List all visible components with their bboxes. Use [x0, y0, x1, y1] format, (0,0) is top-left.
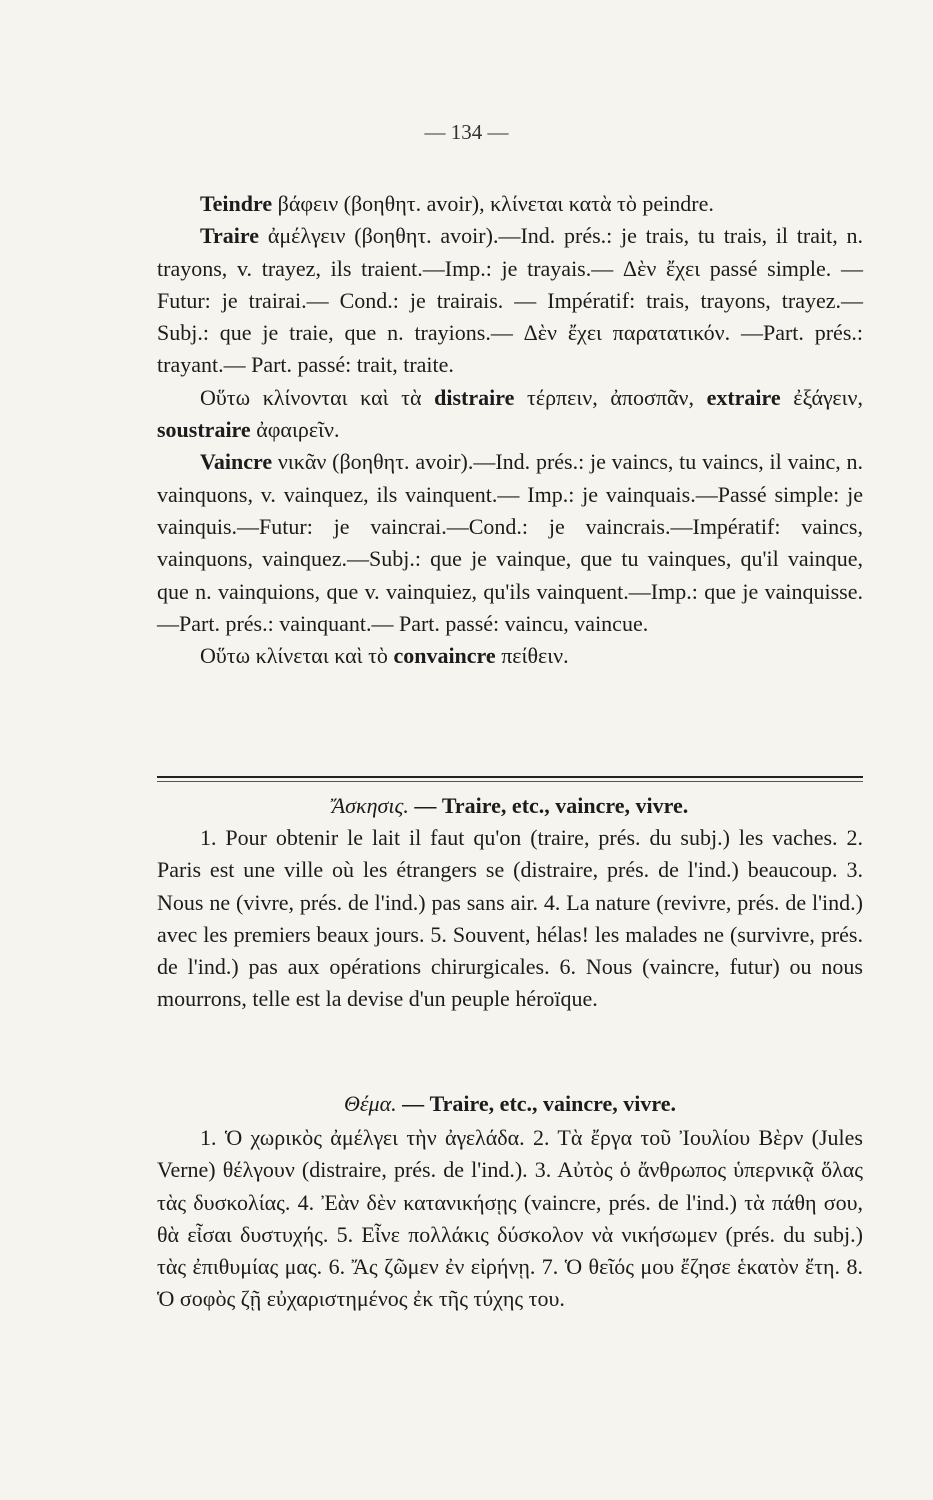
verb-convaincre: convaincre — [393, 643, 496, 669]
exercise-heading-greek: Ἄσκησις. — [331, 793, 409, 818]
theme-text: 1. Ὁ χωρικὸς ἀμέλγει τὴν ἀγελάδα. 2. Τὰ ἔργα τοῦ Ἰουλίου Βὲρν (Jules Verne) θέλγουν (distraire, prés. de l'ind.). 3. Αὐτὸς ὁ ἄνθρωπος ὑπερνικᾷ ὅλας τὰς δυσκολίας. 4. Ἐὰν δὲν κατανικήσῃς (vaincre, prés. de l'ind.) τὰ πάθη σου, θὰ εἶσαι δυστυχής. 5. Εἶνε πολλάκις δύσκολον νὰ νικήσωμεν (prés. du subj.) τὰς ἐπιθυμίας μας. 6. Ἄς ζῶμεν ἐν εἰρήνῃ. 7. Ὁ θεῖός μου ἔζησε ἑκατὸν ἔτη. 8. Ὁ σοφὸς ζῇ εὐχαριστημένος ἐκ τῆς τύχης του. — [157, 1125, 863, 1312]
traire-text: ἀμέλγειν (βοηθητ. avoir).—Ind. prés.: je trais, tu trais, il trait, n. trayons, v. trayez, ils traient.—Imp.: je trayais.— Δὲν ἔχει passé simple. — Futur: je trairai.— Cond.: je trairais. — Impératif: trais, trayons, trayez.— Subj.: que je traie, que n. trayions.— Δὲν ἔχει παρατατικόν. —Part. prés.: trayant.— Part. passé: trait, traite. — [157, 223, 863, 378]
section-divider-thin — [157, 781, 863, 782]
gloss-extraire: ἐξάγειν, — [780, 384, 863, 410]
verb-extraire: extraire — [706, 384, 781, 410]
exercise-heading-title: — Traire, etc., vaincre, vivre. — [408, 793, 689, 818]
traire-note — [157, 382, 863, 447]
theme-heading — [157, 1088, 863, 1120]
verb-teindre: Teindre — [200, 191, 273, 216]
exercise-text: 1. Pour obtenir le lait il faut qu'on (traire, prés. du subj.) les vaches. 2. Paris est une ville où les étrangers se (distraire, prés. de l'ind.) beaucoup. 3. Nous ne (vivre, prés. de l'ind.) pas sans air. 4. La nature (revivre, prés. de l'ind.) avec les premiers beaux jours. 5. Souvent, hélas! les malades ne (survivre, prés. de l'ind.) pas aux opérations chirurgicales. 6. Nous (vaincre, futur) ou nous mourrons, telle est la devise d'un peuple héroïque. — [157, 825, 863, 1012]
section-divider — [157, 776, 863, 778]
theme-heading-title: — Traire, etc., vaincre, vivre. — [396, 1091, 677, 1116]
teindre-paragraph — [157, 188, 863, 220]
vaincre-paragraph — [157, 446, 863, 640]
verb-traire: Traire — [200, 223, 260, 249]
gloss-convaincre: πείθειν. — [495, 643, 569, 669]
theme-section — [157, 1122, 863, 1316]
exercise-heading — [157, 790, 863, 822]
exercise-section — [157, 822, 863, 1016]
grammar-section — [157, 188, 863, 672]
gloss-distraire: τέρπειν, ἀποσπᾶν, — [514, 384, 707, 410]
vaincre-note — [157, 640, 863, 672]
note-lead: Οὕτω κλίνεται καὶ τὸ — [200, 643, 394, 669]
verb-vaincre: Vaincre — [200, 449, 273, 475]
verb-distraire: distraire — [434, 384, 515, 410]
note-lead: Οὕτω κλίνονται καὶ τὰ — [200, 384, 435, 410]
theme-heading-greek: Θέμα. — [343, 1091, 397, 1116]
traire-paragraph — [157, 220, 863, 381]
page-number: — 134 — — [424, 120, 509, 144]
teindre-text: βάφειν (βοηθητ. avoir), κλίνεται κατὰ τὸ peindre. — [272, 191, 714, 216]
gloss-soustraire: ἀφαιρεῖν. — [250, 417, 340, 443]
vaincre-text: νικᾶν (βοηθητ. avoir).—Ind. prés.: je vaincs, tu vaincs, il vainc, n. vainquons, v. vainquez, ils vainquent.— Imp.: je vainquais.—Passé simple: je vainquis.—Futur: je vaincrai.—Cond.: je vaincrais.—Impératif: vaincs, vainquons, vainquez.—Subj.: que je vainque, que tu vainques, qu'il vainque, que n. vainquions, que v. vainquiez, qu'ils vainquent.—Imp.: que je vainquisse.—Part. prés.: vainquant.— Part. passé: vaincu, vaincue. — [157, 449, 863, 636]
verb-soustraire: soustraire — [157, 417, 251, 443]
